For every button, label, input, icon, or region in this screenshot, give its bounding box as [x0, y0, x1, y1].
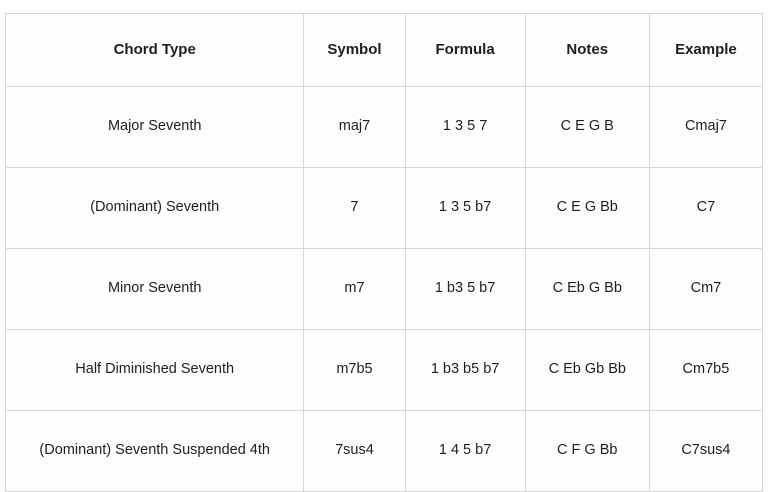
cell-notes: C Eb G Bb — [525, 249, 649, 330]
cell-formula: 1 3 5 7 — [405, 87, 525, 168]
cell-notes: C E G B — [525, 87, 649, 168]
cell-symbol: maj7 — [304, 87, 405, 168]
column-header-symbol: Symbol — [304, 14, 405, 87]
column-header-chord-type: Chord Type — [6, 14, 304, 87]
cell-chord-type: (Dominant) Seventh Suspended 4th — [6, 411, 304, 492]
column-header-example: Example — [649, 14, 762, 87]
cell-notes: C Eb Gb Bb — [525, 330, 649, 411]
cell-chord-type: Half Diminished Seventh — [6, 330, 304, 411]
table-row — [6, 168, 763, 249]
column-header-formula: Formula — [405, 14, 525, 87]
table-row — [6, 411, 763, 492]
table-body — [6, 87, 763, 492]
cell-example: C7 — [649, 168, 762, 249]
cell-symbol: 7 — [304, 168, 405, 249]
cell-notes: C F G Bb — [525, 411, 649, 492]
cell-chord-type: (Dominant) Seventh — [6, 168, 304, 249]
table-row — [6, 87, 763, 168]
table-header — [6, 14, 763, 87]
column-header-notes: Notes — [525, 14, 649, 87]
cell-example: Cm7b5 — [649, 330, 762, 411]
cell-symbol: m7b5 — [304, 330, 405, 411]
cell-example: Cm7 — [649, 249, 762, 330]
cell-formula: 1 3 5 b7 — [405, 168, 525, 249]
cell-chord-type: Minor Seventh — [6, 249, 304, 330]
seventh-chords-table — [5, 13, 763, 492]
table-row — [6, 330, 763, 411]
chord-table-container — [0, 13, 768, 492]
cell-example: Cmaj7 — [649, 87, 762, 168]
table-row — [6, 249, 763, 330]
cell-notes: C E G Bb — [525, 168, 649, 249]
cell-symbol: 7sus4 — [304, 411, 405, 492]
cell-formula: 1 b3 5 b7 — [405, 249, 525, 330]
cell-chord-type: Major Seventh — [6, 87, 304, 168]
cell-formula: 1 4 5 b7 — [405, 411, 525, 492]
table-header-row — [6, 14, 763, 87]
cell-symbol: m7 — [304, 249, 405, 330]
cell-formula: 1 b3 b5 b7 — [405, 330, 525, 411]
cell-example: C7sus4 — [649, 411, 762, 492]
